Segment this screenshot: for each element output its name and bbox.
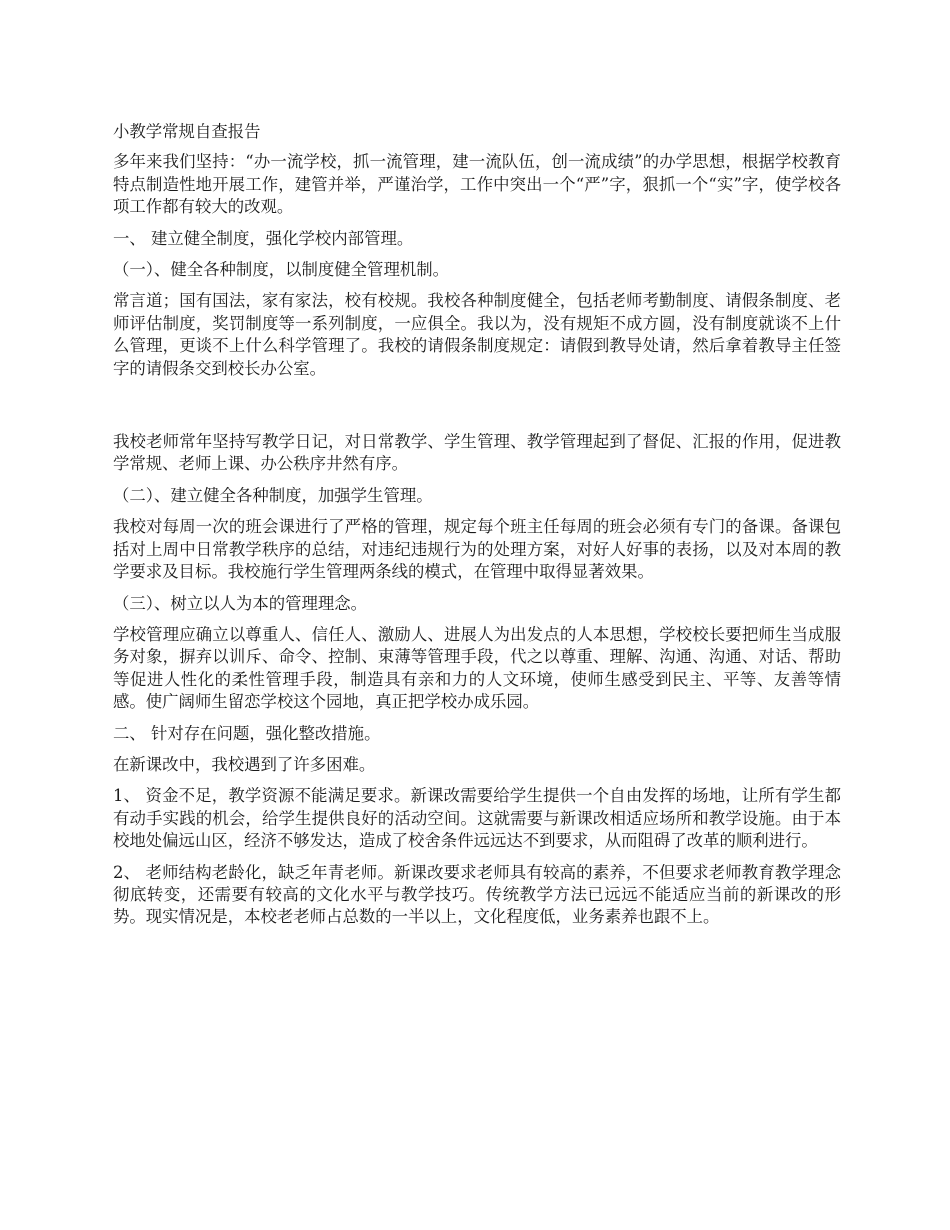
body-paragraph: 在新课改中，我校遇到了许多困难。	[113, 754, 376, 774]
list-item-1: 1、 资金不足，教学资源不能满足要求。新课改需要给学生提供一个自由发挥的场地，让所有学生都有动手实践的机会，给学生提供良好的活动空间。这就需要与新课改相适应场所和教学设施。由于本校地处偏远山区，经济不够发达，造成了校舍条件远远达不到要求，从而阻碍了改革的顺利进行。	[113, 786, 841, 851]
body-paragraph: 我校对每周一次的班会课进行了严格的管理，规定每个班主任每周的班会必须有专门的备课。备课包括对上周中日常教学秩序的总结，对违纪违规行为的处理方案，对好人好事的表扬，以及对本周的教学要求及目标。我校施行学生管理两条线的模式，在管理中取得显著效果。	[113, 517, 841, 582]
document-title: 小教学常规自查报告	[113, 122, 261, 141]
subsection-heading-3: （三）、树立以人为本的管理理念。	[113, 593, 368, 613]
section-heading-2: 二、 针对存在问题，强化整改措施。	[113, 723, 381, 743]
body-paragraph: 常言道；国有国法，家有家法，校有校规。我校各种制度健全，包括老师考勤制度、请假条制度、老师评估制度，奖罚制度等一系列制度，一应俱全。我以为，没有规矩不成方圆，没有制度就谈不上什么管理，更谈不上什么科学管理了。我校的请假条制度规定：请假到教导处请，然后拿着教导主任签字的请假条交到校长办公室。	[113, 291, 841, 378]
intro-paragraph: 多年来我们坚持：“办一流学校，抓一流管理，建一流队伍，创一流成绩”的办学思想，根据学校教育特点制造性地开展工作，建管并举，严谨治学，工作中突出一个“严”字，狠抓一个“实”字，使学校各项工作都有较大的改观。	[113, 152, 841, 217]
body-paragraph: 我校老师常年坚持写教学日记，对日常教学、学生管理、教学管理起到了督促、汇报的作用，促进教学常规、老师上课、办公秩序井然有序。	[113, 432, 841, 474]
list-item-2: 2、 老师结构老龄化，缺乏年青老师。新课改要求老师具有较高的素养，不但要求老师教育教学理念彻底转变，还需要有较高的文化水平与教学技巧。传统教学方法已远远不能适应当前的新课改的形势。现实情况是，本校老老师占总数的一半以上，文化程度低，业务素养也跟不上。	[113, 862, 841, 927]
document-page	[113, 121, 841, 929]
body-paragraph: 学校管理应确立以尊重人、信任人、激励人、进展人为出发点的人本思想，学校校长要把师生当成服务对象，摒弃以训斥、命令、控制、束薄等管理手段，代之以尊重、理解、沟通、沟通、对话、帮助等促进人性化的柔性管理手段，制造具有亲和力的人文环境，使师生感受到民主、平等、友善等情感。使广阔师生留恋学校这个园地，真正把学校办成乐园。	[113, 624, 841, 712]
subsection-heading-2: （二）、建立健全各种制度，加强学生管理。	[113, 485, 433, 505]
subsection-heading-1: （一）、健全各种制度，以制度健全管理机制。	[113, 260, 450, 280]
section-heading-1: 一、 建立健全制度，强化学校内部管理。	[113, 228, 414, 248]
